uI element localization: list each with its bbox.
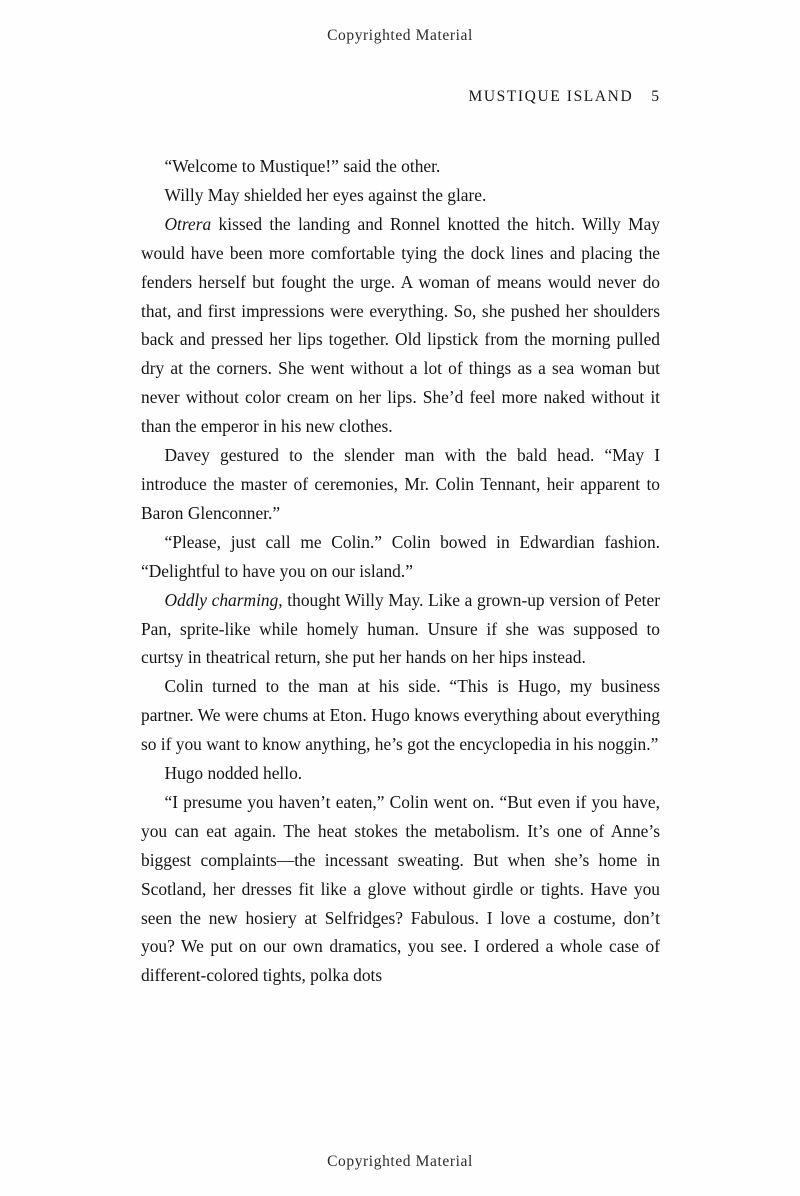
running-head [468,88,659,106]
paragraph: “Please, just call me Colin.” Colin bowed in Edwardian fashion. “Delightful to have you on our island.” [141,531,660,581]
paragraph-tail: kissed the landing and Ronnel knotted the hitch. Willy May would have been more comfortable tying the dock lines and placing the fenders herself but fought the urge. A woman of means would never do that, and first impressions were everything. So, she pushed her shoulders back and pressed her lips together. Old lipstick from the morning pulled dry at the corners. She went without a lot of things as a sea woman but never without color cream on her lips. She’d feel more naked without it than the emperor in his new clothes. [141,213,660,437]
italic-opener: Oddly charming, [164,589,283,610]
running-head-title: MUSTIQUE ISLAND [468,88,634,105]
paragraph: “Welcome to Mustique!” said the other. [164,156,441,176]
copyright-watermark-bottom: Copyrighted Material [327,1153,473,1170]
paragraph-tail: thought Willy May. Like a grown-up version of Peter Pan, sprite-like while homely human. Unsure if she was supposed to curtsy in theatrical return, she put her hands on her hips instead. [141,589,661,668]
paragraph: Colin turned to the man at his side. “This is Hugo, my business partner. We were chums at Eton. Hugo knows everything about everything so if you want to know anything, he’s got the encyclopedia in his noggin.” [141,676,660,755]
page-number: 5 [651,88,659,105]
italic-opener: Otrera [164,213,212,234]
page-body [141,152,660,990]
paragraph: Hugo nodded hello. [164,763,303,784]
paragraph: “I presume you haven’t eaten,” Colin went on. “But even if you have, you can eat again. The heat stokes the metabolism. It’s one of Anne’s biggest complaints—the incessant sweating. But when she’s home in Scotland, her dresses fit like a glove without girdle or tights. Have you seen the new hosiery at Selfridges? Fabulous. I love a costume, don’t you? We put on our own dramatics, you see. I ordered a whole case of different-colored tights, polka dots [141,791,660,986]
paragraph [141,210,660,441]
paragraph: Willy May shielded her eyes against the glare. [164,184,487,205]
paragraph: Davey gestured to the slender man with the bald head. “May I introduce the master of ceremonies, Mr. Colin Tennant, heir apparent to Baron Glenconner.” [141,445,660,523]
copyright-watermark-top: Copyrighted Material [327,27,473,44]
paragraph [141,586,660,673]
